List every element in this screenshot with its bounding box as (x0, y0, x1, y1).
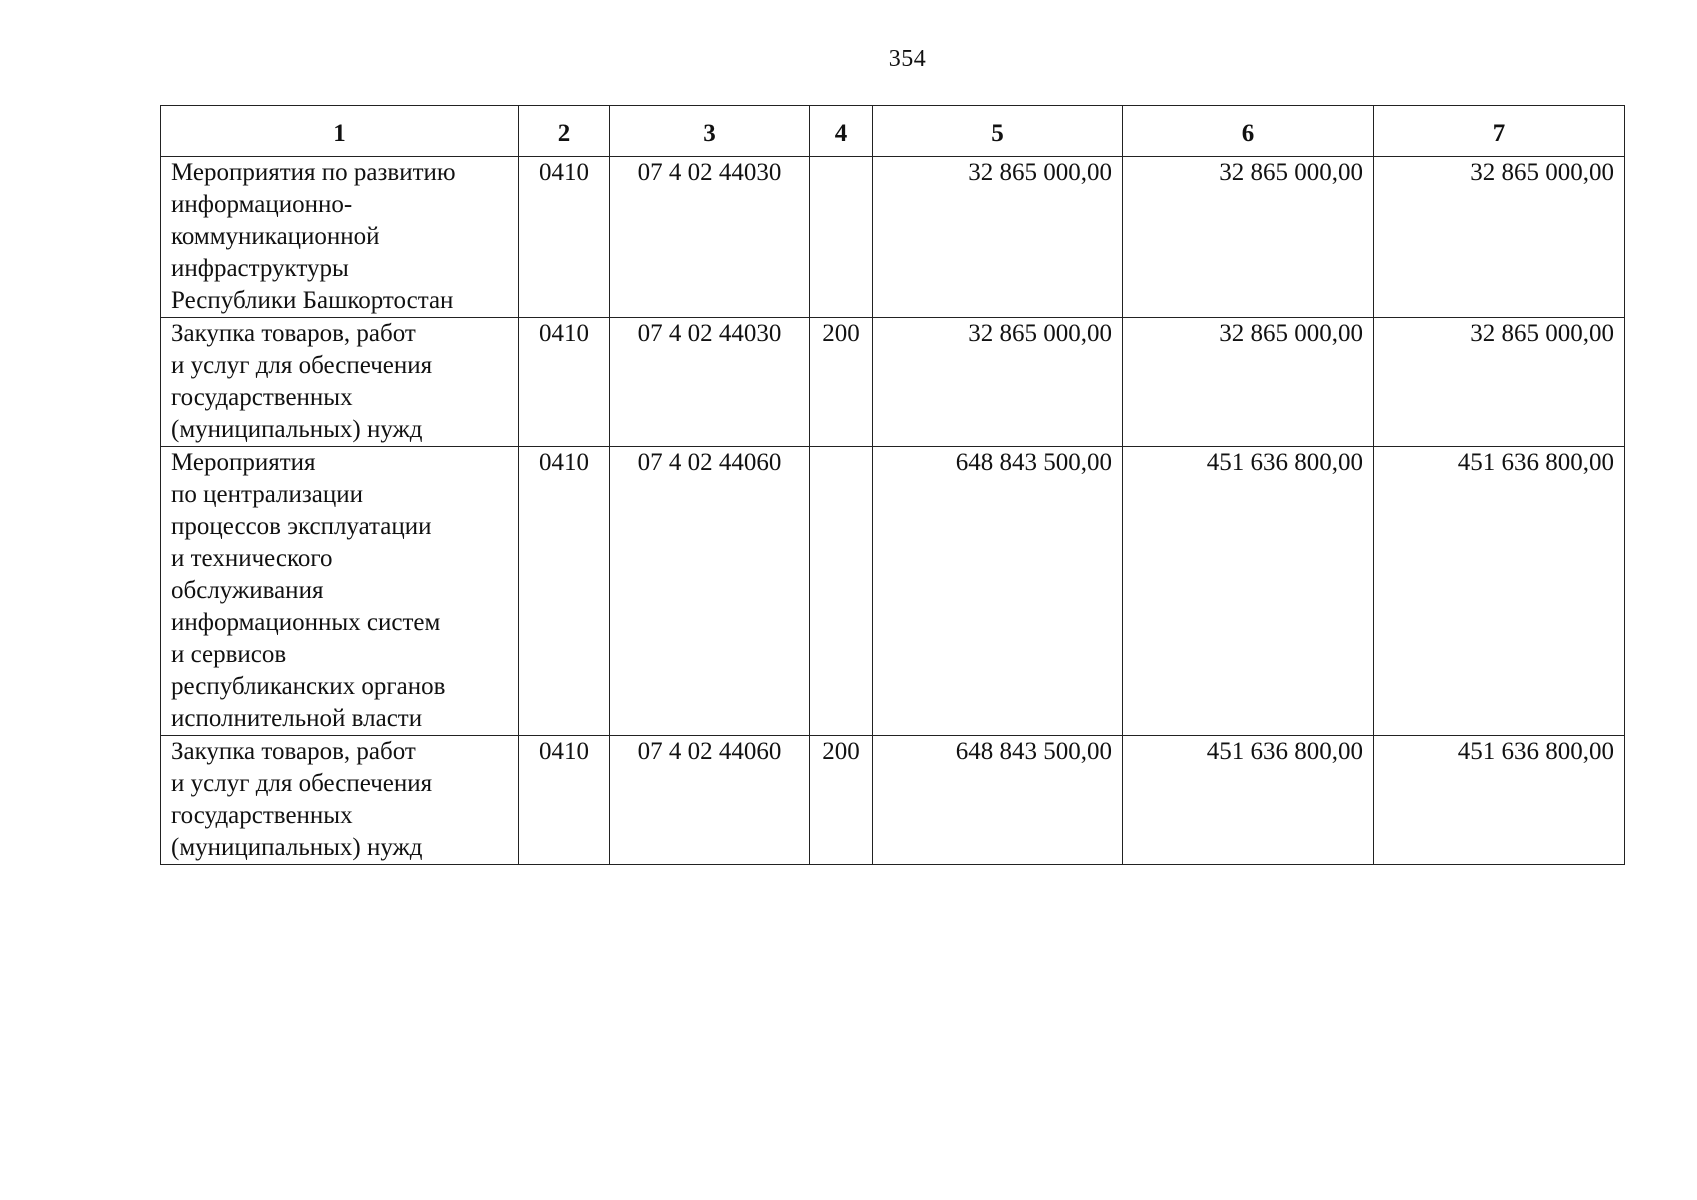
amount-cell-7: 451 636 800,00 (1374, 447, 1625, 736)
amount-cell-5: 648 843 500,00 (873, 736, 1123, 865)
section-code-cell: 0410 (519, 157, 610, 318)
column-header-3: 3 (610, 106, 810, 157)
column-header-2: 2 (519, 106, 610, 157)
amount-cell-5: 648 843 500,00 (873, 447, 1123, 736)
row-name-cell: Мероприятия по централизации процессов эксплуатации и технического обслуживания информационных систем и сервисов республиканских органов исполнительной власти (161, 447, 519, 736)
amount-cell-6: 32 865 000,00 (1123, 157, 1374, 318)
column-header-4: 4 (810, 106, 873, 157)
amount-cell-7: 32 865 000,00 (1374, 318, 1625, 447)
target-code-cell: 07 4 02 44030 (610, 318, 810, 447)
row-name-cell: Мероприятия по развитию информационно- коммуникационной инфраструктуры Республики Башкортостан (161, 157, 519, 318)
amount-cell-7: 451 636 800,00 (1374, 736, 1625, 865)
table-row (161, 736, 1625, 865)
target-code-cell: 07 4 02 44060 (610, 736, 810, 865)
expense-type-cell (810, 157, 873, 318)
expense-type-cell (810, 447, 873, 736)
expense-type-cell: 200 (810, 318, 873, 447)
amount-cell-5: 32 865 000,00 (873, 157, 1123, 318)
target-code-cell: 07 4 02 44030 (610, 157, 810, 318)
table-row (161, 318, 1625, 447)
section-code-cell: 0410 (519, 736, 610, 865)
column-header-7: 7 (1374, 106, 1625, 157)
table-row (161, 157, 1625, 318)
row-name-cell: Закупка товаров, работ и услуг для обеспечения государственных (муниципальных) нужд (161, 318, 519, 447)
amount-cell-6: 451 636 800,00 (1123, 736, 1374, 865)
target-code-cell: 07 4 02 44060 (610, 447, 810, 736)
section-code-cell: 0410 (519, 447, 610, 736)
section-code-cell: 0410 (519, 318, 610, 447)
column-header-5: 5 (873, 106, 1123, 157)
amount-cell-7: 32 865 000,00 (1374, 157, 1625, 318)
amount-cell-6: 451 636 800,00 (1123, 447, 1374, 736)
column-header-1: 1 (161, 106, 519, 157)
amount-cell-6: 32 865 000,00 (1123, 318, 1374, 447)
header-row (161, 106, 1625, 157)
amount-cell-5: 32 865 000,00 (873, 318, 1123, 447)
table-row (161, 447, 1625, 736)
column-header-6: 6 (1123, 106, 1374, 157)
expense-type-cell: 200 (810, 736, 873, 865)
budget-table (160, 105, 1625, 865)
page-number: 354 (888, 46, 927, 72)
row-name-cell: Закупка товаров, работ и услуг для обеспечения государственных (муниципальных) нужд (161, 736, 519, 865)
